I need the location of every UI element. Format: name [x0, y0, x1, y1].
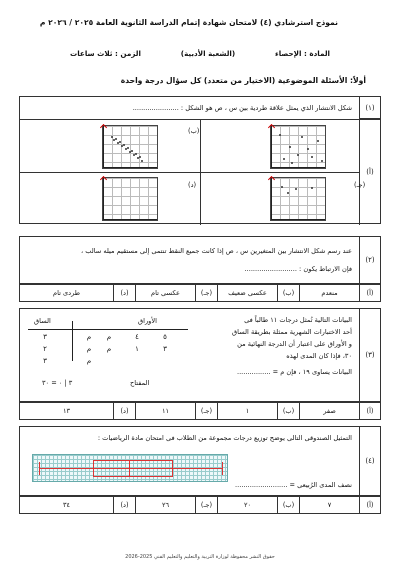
- stem-header: الساق: [34, 317, 51, 325]
- question-prompt: نصف المدى الرُبيعى = .........................: [235, 481, 352, 489]
- option-a[interactable]: ٧: [299, 497, 359, 513]
- leaf-value: م: [86, 357, 92, 365]
- scatter-graph-a[interactable]: [270, 125, 326, 169]
- question-text-line4: ٣٠، فإذا كان المدى لهذه: [286, 352, 352, 360]
- stem-value: ٢: [43, 345, 47, 353]
- leaf-value: م: [106, 333, 112, 341]
- scatter-graph-b[interactable]: [102, 125, 158, 169]
- option-c-letter: (جـ): [195, 497, 217, 513]
- choice-label: (أ): [359, 119, 380, 225]
- option-a[interactable]: صفر: [299, 403, 359, 419]
- option-b-letter: (ب): [277, 403, 299, 419]
- option-c-letter: (جـ): [195, 403, 217, 419]
- box-plot: [32, 454, 228, 482]
- option-d[interactable]: ١٣: [62, 407, 71, 415]
- option-d[interactable]: ٣٤: [62, 501, 71, 509]
- option-d-label: (د): [188, 181, 197, 189]
- option-b[interactable]: عكسى ضعيف: [217, 285, 277, 301]
- question-text-line3: و الأوراق على اعتبار أن الدرجة النهائية من: [237, 340, 352, 348]
- leaf-value: ٥: [163, 333, 167, 341]
- option-c[interactable]: ٢٦: [135, 497, 195, 513]
- choice-label: (أ): [359, 285, 380, 301]
- scatter-graph-d[interactable]: [102, 177, 158, 221]
- question-4-options: [19, 496, 381, 514]
- question-1: [19, 96, 381, 224]
- option-c-label: (جـ): [354, 181, 366, 189]
- subject-label: المادة : الإحصاء: [275, 49, 330, 58]
- branch-label: (الشعبة الأدبية): [180, 49, 236, 58]
- question-text-line2: فإن الارتباط يكون : .........................: [244, 265, 352, 273]
- leaf-value: ٣: [163, 345, 167, 353]
- option-b-letter: (ب): [277, 285, 299, 301]
- option-b-label: (ب): [188, 127, 200, 135]
- question-2: [19, 236, 381, 284]
- leaf-value: ١: [135, 345, 139, 353]
- option-c[interactable]: عكسى تام: [135, 285, 195, 301]
- leaf-value: م: [86, 345, 92, 353]
- question-text: التمثيل الصندوقى التالى يوضح توزيع درجات مجموعة من الطلاب فى امتحان مادة الرياضيات :: [97, 434, 352, 442]
- question-number: (٤): [359, 427, 380, 495]
- question-3: [19, 308, 381, 402]
- question-3-options: [19, 402, 381, 420]
- stem-value: ٣: [43, 333, 47, 341]
- choice-label: (أ): [359, 497, 380, 513]
- copyright-footer: حقوق النشر محفوظة لوزارة التربية والتعليم والتعليم الفني 2025-2026: [125, 554, 275, 560]
- question-number: (٢): [359, 237, 380, 283]
- option-c-letter: (جـ): [195, 285, 217, 301]
- key-text: ٣ | ٠ = ٣٠: [42, 379, 73, 387]
- option-d-letter: (د): [113, 403, 135, 419]
- option-b[interactable]: ١: [217, 403, 277, 419]
- question-text-line2: أحد الاختبارات الشهرية ممثلة بطريقة الساق: [232, 328, 352, 336]
- stem-value: ٣: [43, 357, 47, 365]
- exam-info-row: [70, 49, 330, 58]
- exam-title: نموذج استرشادي (٤) لامتحان شهادة إتمام الدراسة الثانوية العامة ٢٠٢٥ / ٢٠٢٦ م: [39, 18, 338, 27]
- leaf-value: م: [106, 345, 112, 353]
- option-d-letter: (د): [113, 285, 135, 301]
- option-b[interactable]: ٢٠: [217, 497, 277, 513]
- question-text-line5: البيانات يساوى ١٩ ، فإن م = ................: [236, 368, 352, 376]
- question-number: (٣): [359, 309, 380, 401]
- question-text-line1: البيانات التالية تُمثل درجات ١١ طالباً فى: [244, 316, 352, 324]
- leaves-header: الأوراق: [138, 317, 157, 325]
- scatter-graph-c[interactable]: [270, 177, 326, 221]
- question-text: شكل الانتشار الذي يمثل علاقة طردية بين س ، ص هو الشكل : ......................: [132, 104, 352, 112]
- question-number: (١): [359, 97, 380, 119]
- question-2-options: [19, 284, 381, 302]
- section-title: أولاً: الأسئلة الموضوعية (الاختيار من متعدد) كل سؤال درجة واحدة: [120, 76, 366, 85]
- leaf-value: م: [86, 333, 92, 341]
- option-a[interactable]: منعدم: [299, 285, 359, 301]
- choice-label: (أ): [359, 403, 380, 419]
- question-text-line1: عند رسم شكل الانتشار بين المتغيرين س ، ص إذا كانت جميع النقط تنتمى إلى مستقيم ميله سالب ،: [81, 247, 352, 255]
- option-b-letter: (ب): [277, 497, 299, 513]
- option-d[interactable]: طردى تام: [53, 289, 81, 297]
- option-d-letter: (د): [113, 497, 135, 513]
- option-c[interactable]: ١١: [135, 403, 195, 419]
- leaf-value: ٤: [135, 333, 139, 341]
- key-label: المفتاح: [130, 379, 150, 387]
- time-label: الزمن : ثلاث ساعات: [70, 49, 141, 58]
